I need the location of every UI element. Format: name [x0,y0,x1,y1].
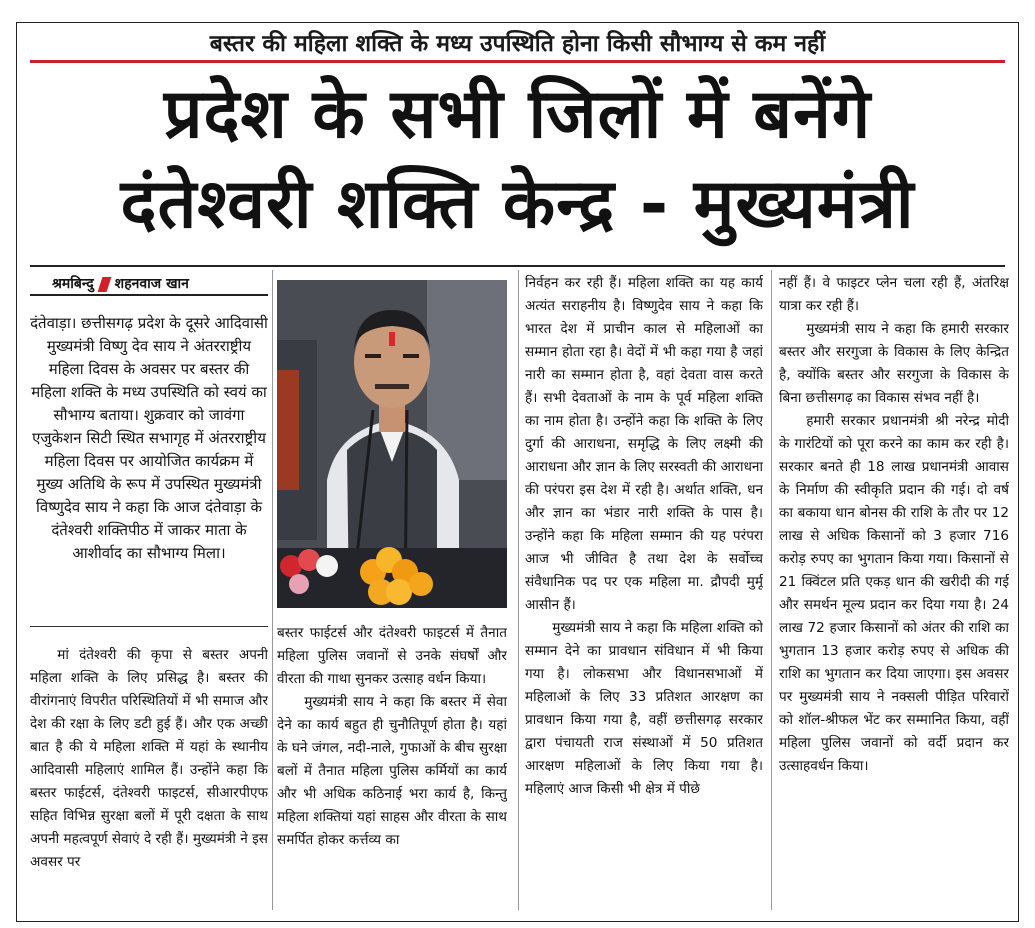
column-1 [30,644,268,914]
headline-line-2: दंतेश्वरी शक्ति केन्द्र - मुख्यमंत्री [120,165,915,244]
column-4 [779,272,1009,914]
byline-source: श्रमबिन्दु [52,276,94,292]
byline [30,272,268,296]
byline-author: शहनवाज खान [114,276,189,292]
headline-divider [30,265,1005,267]
column-2-paragraph-1: बस्तर फाईटर्स और दंतेश्वरी फाइटर्स में तैनात महिला पुलिस जवानों से उनके संघर्षों और वीरता की गाथा सुनकर उत्साह वर्धन किया। [277,625,507,687]
column-3-paragraph-1: निर्वहन कर रही हैं। महिला शक्ति का यह कार्य अत्यंत सराहनीय है। विष्णुदेव साय ने कहा कि भारत देश में प्राचीन काल से महिलाओं का सम्मान होता रहा है। वेदों में भी कहा गया है जहां नारी का सम्मान होता है, वहां देवता वास करते हैं। सभी देवताओं के नाम के पूर्व महिला शक्ति का नाम होता है। उन्होंने कहा कि शक्ति के लिए दुर्गा की आराधना, समृद्धि के लिए लक्ष्मी की आराधना और ज्ञान के लिए सरस्वती की आराधना की परंपरा इस देश में रही है। अर्थात शक्ति, धन और ज्ञान का भंडार नारी शक्ति के पास है। उन्होंने कहा कि महिला सम्मान की यह परंपरा आज भी जीवित है तथा देश के सर्वोच्च संवैधानिक पद पर एक महिला मा. द्रौपदी मुर्मू आसीन हैं। [525,275,763,613]
column-2 [277,622,507,914]
column-divider [771,270,772,910]
column-4-paragraph-3: हमारी सरकार प्रधानमंत्री श्री नरेन्द्र मोदी के गारंटियों को पूरा करने का काम कर रही है। सरकार बनते ही 18 लाख प्रधानमंत्री आवास के निर्माण की स्वीकृति प्रदान की गई। दो वर्ष का बकाया धान बोनस की राशि के तौर पर 12 लाख से अधिक किसानों को 3 हजार 716 करोड़ रुपए का भुगतान किया गया। किसानों से 21 क्विंटल प्रति एकड़ धान की खरीदी की गई और समर्थन मूल्य प्रदान कर दिया गया है। 24 लाख 72 हजार किसानों को अंतर की राशि का भुगतान 13 हजार करोड़ रुपए से अधिक की राशि का भुगतान कर दिया जाएगा। इस अवसर पर मुख्यमंत्री साय ने नक्सली पीड़ित परिवारों को शॉल-श्रीफल भेंट कर सम्मानित किया, वहीं महिला पुलिस जवानों को वर्दी प्रदान कर उत्साहवर्धन किया। [779,413,1009,774]
lead-divider [30,626,268,627]
kicker-divider [30,60,1005,63]
article-headline [30,70,1005,250]
column-2-paragraph-2: मुख्यमंत्री साय ने कहा कि बस्तर में सेवा देने का कार्य बहुत ही चुनौतिपूर्ण होता है। यहां के घने जंगल, नदी-नाले, गुफाओं के बीच सुरक्षा बलों में तैनात महिला पुलिस कर्मियों का कार्य और भी अधिक कठिनाई भरा कार्य है, किन्तु महिला शक्तियां यहां साहस और वीरता के साथ समर्पित होकर कर्त्तव्य का [277,694,507,848]
column-3 [525,272,763,914]
column-4-paragraph-2: मुख्यमंत्री साय ने कहा कि हमारी सरकार बस्तर और सरगुजा के विकास के लिए केन्द्रित है, क्योंकि बस्तर और सरगुजा के विकास के बिना छत्तीसगढ़ का विकास संभव नहीं है। [779,321,1009,406]
byline-slash-icon [97,277,111,292]
column-1-text: मां दंतेश्वरी की कृपा से बस्तर अपनी महिला शक्ति के लिए प्रसिद्ध है। बस्तर की वीरांगनाएं विपरीत परिस्थितियों में भी समाज और देश की रक्षा के लिए डटी हुई हैं। और एक अच्छी बात है की ये महिला शक्ति में यहां के स्थानीय आदिवासी महिलाएं शामिल हैं। उन्होंने कहा कि बस्तर फाईटर्स, दंतेश्वरी फाइटर्स, सीआरपीएफ सहित विभिन्न सुरक्षा बलों में पूरी दक्षता के साथ अपनी महत्वपूर्ण सेवाएं दे रही हैं। मुख्यमंत्री ने इस अवसर पर [30,647,268,870]
speaker-at-podium-icon [277,280,507,608]
column-3-paragraph-2: मुख्यमंत्री साय ने कहा कि महिला शक्ति को सम्मान देने का प्रावधान संविधान में भी किया गया है। लोकसभा और विधानसभाओं में महिलाओं के लिए 33 प्रतिशत आरक्षण का प्रावधान किया गया है, वहीं छत्तीसगढ़ सरकार द्वारा पंचायती राज संस्थाओं में 50 प्रतिशत आरक्षण महिलाओं के लिए किया गया है। महिलाएं आज किसी भी क्षेत्र में पीछे [525,620,763,797]
column-divider [518,270,519,910]
chief-minister-photo [277,280,507,608]
column-divider [272,270,273,910]
headline-line-1: प्रदेश के सभी जिलों में बनेंगे [163,75,872,154]
column-4-paragraph-1: नहीं हैं। वे फाइटर प्लेन चला रही हैं, अंतरिक्ष यात्रा कर रही हैं। [779,275,1009,314]
article-lead: दंतेवाड़ा। छत्तीसगढ़ प्रदेश के दूसरे आदिवासी मुख्यमंत्री विष्णु देव साय ने अंतरराष्ट्रीय महिला दिवस के अवसर पर बस्तर की महिला शक्ति के मध्य उपस्थिति को स्वयं का सौभाग्य बताया। शुक्रवार को जावंगा एजुकेशन सिटी स्थित सभागृह में अंतरराष्ट्रीय महिला दिवस पर आयोजित कार्यक्रम में मुख्य अतिथि के रूप में उपस्थित मुख्यमंत्री विष्णुदेव साय ने कहा कि आज दंतेवाड़ा के दंतेश्वरी शक्तिपीठ में जाकर माता के आशीर्वाद का सौभाग्य मिला। [30,314,268,562]
article-kicker: बस्तर की महिला शक्ति के मध्य उपस्थिति होना किसी सौभाग्य से कम नहीं [209,31,826,57]
